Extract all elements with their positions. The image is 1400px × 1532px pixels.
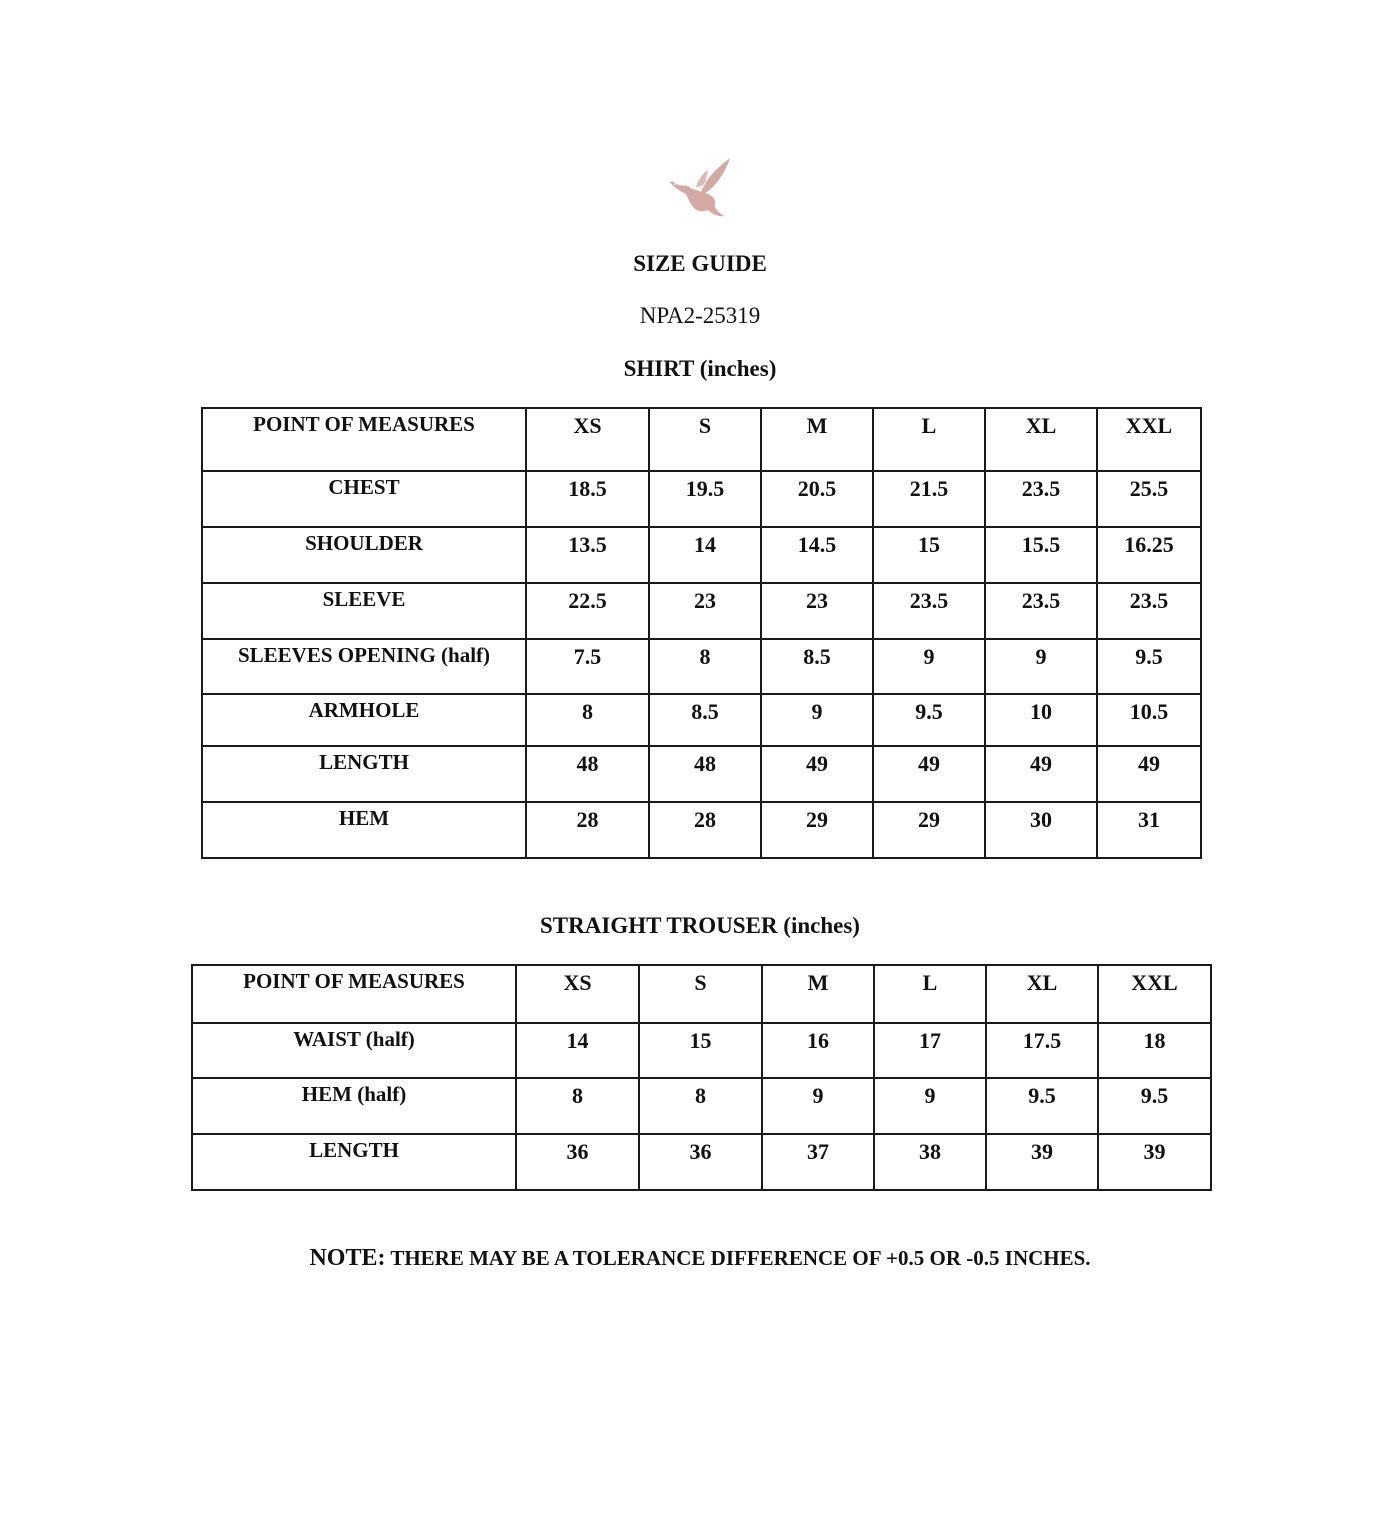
table-cell: 8.5	[761, 639, 873, 694]
table-cell: 19.5	[649, 471, 761, 527]
size-header-cell: XS	[526, 408, 649, 471]
table-cell: 8	[639, 1078, 762, 1134]
table-cell: 21.5	[873, 471, 985, 527]
table-cell: 39	[1098, 1134, 1211, 1190]
table-cell: 17	[874, 1023, 986, 1078]
table-cell: 16.25	[1097, 527, 1201, 583]
table-cell: 28	[649, 802, 761, 858]
table-cell: 17.5	[986, 1023, 1098, 1078]
table-row	[202, 583, 1201, 639]
table-cell: 31	[1097, 802, 1201, 858]
header-point-of-measures: POINT OF MEASURES	[202, 408, 526, 471]
table-row	[192, 1078, 1211, 1134]
table-cell: 20.5	[761, 471, 873, 527]
table-cell: 15	[873, 527, 985, 583]
table-row	[192, 1134, 1211, 1190]
table-cell: 49	[1097, 746, 1201, 802]
size-header-cell: M	[761, 408, 873, 471]
table-cell: 38	[874, 1134, 986, 1190]
table-row	[192, 1023, 1211, 1078]
measure-label: WAIST (half)	[192, 1023, 516, 1078]
size-header-cell: XXL	[1098, 965, 1211, 1023]
table-cell: 49	[761, 746, 873, 802]
table-cell: 29	[873, 802, 985, 858]
table-cell: 29	[761, 802, 873, 858]
table-cell: 23	[761, 583, 873, 639]
table-cell: 49	[873, 746, 985, 802]
table-row	[202, 639, 1201, 694]
measure-label: SLEEVE	[202, 583, 526, 639]
table-cell: 9.5	[873, 694, 985, 746]
size-header-cell: XL	[986, 965, 1098, 1023]
table-cell: 13.5	[526, 527, 649, 583]
table-cell: 9.5	[1098, 1078, 1211, 1134]
measure-label: LENGTH	[202, 746, 526, 802]
trouser-table-title: STRAIGHT TROUSER (inches)	[540, 913, 860, 938]
size-header-cell: L	[874, 965, 986, 1023]
size-header-cell: S	[649, 408, 761, 471]
table-cell: 8	[516, 1078, 639, 1134]
table-cell: 23.5	[985, 583, 1097, 639]
table-cell: 10	[985, 694, 1097, 746]
table-cell: 15	[639, 1023, 762, 1078]
shirt-size-table	[201, 407, 1202, 859]
table-cell: 18	[1098, 1023, 1211, 1078]
table-cell: 36	[639, 1134, 762, 1190]
table-cell: 48	[649, 746, 761, 802]
table-cell: 8.5	[649, 694, 761, 746]
trouser-size-table	[191, 964, 1212, 1191]
measure-label: LENGTH	[192, 1134, 516, 1190]
dove-icon	[668, 156, 734, 220]
table-cell: 10.5	[1097, 694, 1201, 746]
shirt-table-title: SHIRT (inches)	[623, 356, 777, 381]
note-text: THERE MAY BE A TOLERANCE DIFFERENCE OF +0.5 OR -0.5 INCHES.	[385, 1246, 1091, 1270]
table-header-row	[192, 965, 1211, 1023]
size-header-cell: L	[873, 408, 985, 471]
table-cell: 14	[516, 1023, 639, 1078]
table-cell: 28	[526, 802, 649, 858]
product-code: NPA2-25319	[639, 303, 761, 328]
table-cell: 9	[985, 639, 1097, 694]
table-row	[202, 694, 1201, 746]
tolerance-note	[0, 1244, 1400, 1272]
size-header-cell: XXL	[1097, 408, 1201, 471]
table-row	[202, 471, 1201, 527]
header-point-of-measures: POINT OF MEASURES	[192, 965, 516, 1023]
size-header-cell: M	[762, 965, 874, 1023]
page-title: SIZE GUIDE	[633, 251, 767, 276]
size-header-cell: S	[639, 965, 762, 1023]
table-cell: 37	[762, 1134, 874, 1190]
table-row	[202, 527, 1201, 583]
table-cell: 36	[516, 1134, 639, 1190]
table-cell: 23	[649, 583, 761, 639]
table-cell: 9.5	[986, 1078, 1098, 1134]
table-cell: 9	[761, 694, 873, 746]
table-cell: 39	[986, 1134, 1098, 1190]
measure-label: ARMHOLE	[202, 694, 526, 746]
table-cell: 9	[873, 639, 985, 694]
table-cell: 9	[874, 1078, 986, 1134]
table-cell: 9	[762, 1078, 874, 1134]
table-cell: 49	[985, 746, 1097, 802]
table-header-row	[202, 408, 1201, 471]
table-cell: 23.5	[873, 583, 985, 639]
table-cell: 48	[526, 746, 649, 802]
table-cell: 25.5	[1097, 471, 1201, 527]
size-header-cell: XL	[985, 408, 1097, 471]
table-cell: 16	[762, 1023, 874, 1078]
table-cell: 30	[985, 802, 1097, 858]
table-cell: 15.5	[985, 527, 1097, 583]
table-cell: 9.5	[1097, 639, 1201, 694]
table-cell: 22.5	[526, 583, 649, 639]
measure-label: CHEST	[202, 471, 526, 527]
table-cell: 23.5	[1097, 583, 1201, 639]
table-cell: 8	[526, 694, 649, 746]
table-row	[202, 802, 1201, 858]
table-row	[202, 746, 1201, 802]
table-cell: 18.5	[526, 471, 649, 527]
measure-label: HEM (half)	[192, 1078, 516, 1134]
note-label: NOTE:	[309, 1245, 386, 1271]
table-cell: 7.5	[526, 639, 649, 694]
size-header-cell: XS	[516, 965, 639, 1023]
table-cell: 8	[649, 639, 761, 694]
table-cell: 14.5	[761, 527, 873, 583]
table-cell: 14	[649, 527, 761, 583]
table-cell: 23.5	[985, 471, 1097, 527]
measure-label: SLEEVES OPENING (half)	[202, 639, 526, 694]
measure-label: HEM	[202, 802, 526, 858]
measure-label: SHOULDER	[202, 527, 526, 583]
